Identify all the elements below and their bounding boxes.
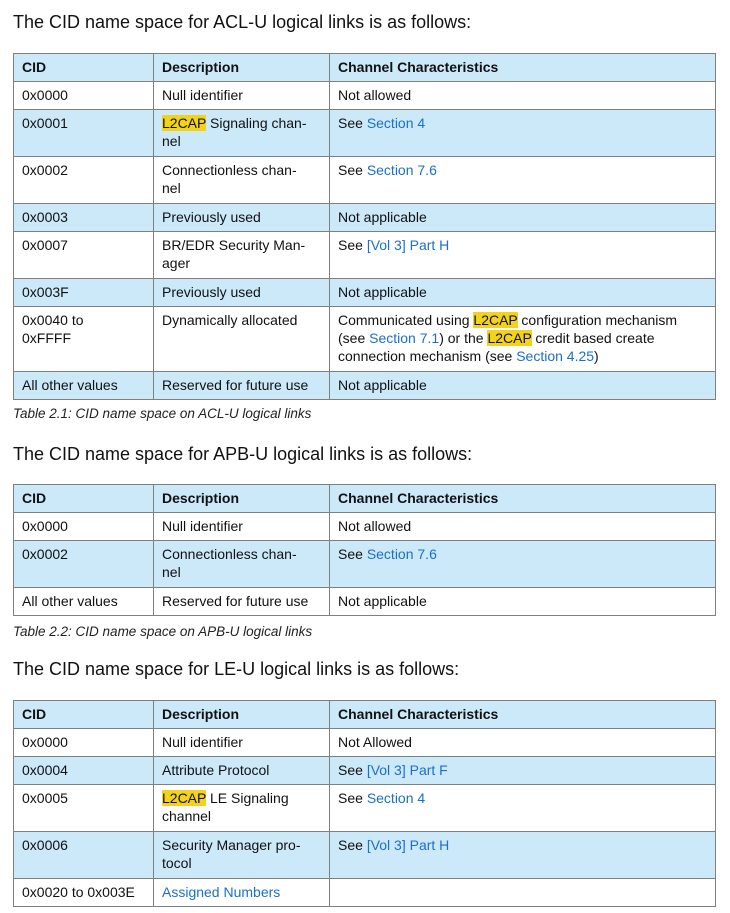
assigned-numbers-link[interactable]: Assigned Numbers <box>162 884 281 900</box>
header-description: Description <box>154 701 330 729</box>
header-cid: CID <box>14 54 154 82</box>
table-row <box>14 82 716 110</box>
cell-description: Reserved for future use <box>154 372 330 400</box>
channel-text: See <box>338 837 367 853</box>
table-row <box>14 279 716 307</box>
table-row <box>14 204 716 232</box>
le-intro: The CID name space for LE-U logical links is as follows: <box>13 659 460 679</box>
channel-text: Communicated using <box>338 312 474 328</box>
cell-channel <box>330 110 716 157</box>
table-row <box>14 785 716 832</box>
header-cid: CID <box>14 701 154 729</box>
cell-channel <box>330 757 716 785</box>
channel-text: See <box>338 546 367 562</box>
cell-cid: 0x0006 <box>14 832 154 879</box>
table-row <box>14 307 716 372</box>
channel-text: See <box>338 162 367 178</box>
header-channel: Channel Characteristics <box>330 485 716 513</box>
table-row <box>14 832 716 879</box>
cell-channel: Not applicable <box>330 372 716 400</box>
cell-description: Reserved for future use <box>154 588 330 616</box>
table-row <box>14 879 716 907</box>
table-row <box>14 588 716 616</box>
cell-channel <box>330 785 716 832</box>
cell-channel: Not allowed <box>330 513 716 541</box>
header-cid: CID <box>14 485 154 513</box>
cell-description: Connectionless chan- nel <box>154 157 330 204</box>
table-row <box>14 157 716 204</box>
cell-cid: 0x0000 <box>14 82 154 110</box>
table-row <box>14 729 716 757</box>
cell-description: Previously used <box>154 279 330 307</box>
header-description: Description <box>154 485 330 513</box>
cell-channel <box>330 232 716 279</box>
description-text: Signaling chan- nel <box>162 115 307 149</box>
cell-description: Null identifier <box>154 729 330 757</box>
channel-text: ) or the <box>439 330 488 346</box>
table-row <box>14 541 716 588</box>
cell-cid: 0x0005 <box>14 785 154 832</box>
cell-description: Previously used <box>154 204 330 232</box>
section-link[interactable]: Section 4.25 <box>516 348 595 364</box>
cell-cid: 0x0003 <box>14 204 154 232</box>
cell-cid: 0x0040 to 0xFFFF <box>14 307 154 372</box>
cell-channel <box>330 307 716 372</box>
l2cap-highlight: L2CAP <box>162 115 207 131</box>
apb-intro: The CID name space for APB-U logical links is as follows: <box>13 444 473 464</box>
l2cap-highlight: L2CAP <box>487 330 532 346</box>
apb-table-caption: Table 2.2: CID name space on APB-U logical links <box>13 624 313 639</box>
table-row <box>14 757 716 785</box>
vol3-part-h-link[interactable]: [Vol 3] Part H <box>366 837 450 853</box>
cell-channel: Not applicable <box>330 588 716 616</box>
description-text: LE Signaling channel <box>162 790 289 824</box>
cell-description: Security Manager pro- tocol <box>154 832 330 879</box>
cell-channel: Not Allowed <box>330 729 716 757</box>
table-row <box>14 513 716 541</box>
channel-text: credit based create connection mechanism (see <box>338 330 655 364</box>
cell-cid: 0x0002 <box>14 541 154 588</box>
table-header-row <box>14 701 716 729</box>
cell-channel: Not applicable <box>330 204 716 232</box>
acl-table-caption: Table 2.1: CID name space on ACL-U logical links <box>13 406 312 421</box>
channel-text: See <box>338 762 367 778</box>
cell-description: Null identifier <box>154 513 330 541</box>
cell-cid: 0x0020 to 0x003E <box>14 879 154 907</box>
section-link[interactable]: Section 7.1 <box>369 330 440 346</box>
channel-text: See <box>338 115 367 131</box>
table-header-row <box>14 485 716 513</box>
apb-cid-table <box>13 484 716 616</box>
cell-cid: All other values <box>14 372 154 400</box>
header-description: Description <box>154 54 330 82</box>
table-header-row <box>14 54 716 82</box>
cell-cid: 0x0007 <box>14 232 154 279</box>
cell-channel <box>330 832 716 879</box>
channel-text: See <box>338 790 367 806</box>
section-link[interactable]: Section 7.6 <box>366 162 437 178</box>
section-link[interactable]: Section 4 <box>366 790 426 806</box>
cell-channel <box>330 879 716 907</box>
vol3-part-h-link[interactable]: [Vol 3] Part H <box>366 237 450 253</box>
cell-cid: 0x0000 <box>14 513 154 541</box>
cell-description: Connectionless chan- nel <box>154 541 330 588</box>
cell-cid: 0x0001 <box>14 110 154 157</box>
channel-text: See <box>338 237 367 253</box>
cell-cid: 0x003F <box>14 279 154 307</box>
cell-description: Dynamically allocated <box>154 307 330 372</box>
header-channel: Channel Characteristics <box>330 54 716 82</box>
acl-cid-table <box>13 53 716 400</box>
acl-intro: The CID name space for ACL-U logical links is as follows: <box>13 12 472 32</box>
section-link[interactable]: Section 4 <box>366 115 426 131</box>
cell-cid: 0x0000 <box>14 729 154 757</box>
l2cap-highlight: L2CAP <box>473 312 518 328</box>
table-row <box>14 232 716 279</box>
cell-cid: 0x0002 <box>14 157 154 204</box>
channel-text: configuration mechanism (see <box>338 312 678 346</box>
cell-cid: All other values <box>14 588 154 616</box>
cell-channel: Not applicable <box>330 279 716 307</box>
header-channel: Channel Characteristics <box>330 701 716 729</box>
cell-description: Attribute Protocol <box>154 757 330 785</box>
cell-description: BR/EDR Security Man- ager <box>154 232 330 279</box>
table-row <box>14 110 716 157</box>
section-link[interactable]: Section 7.6 <box>366 546 437 562</box>
vol3-part-f-link[interactable]: [Vol 3] Part F <box>366 762 448 778</box>
l2cap-highlight: L2CAP <box>162 790 207 806</box>
cell-description <box>154 879 330 907</box>
channel-text: ) <box>594 348 599 364</box>
cell-description <box>154 785 330 832</box>
cell-channel <box>330 541 716 588</box>
cell-description: Null identifier <box>154 82 330 110</box>
cell-channel: Not allowed <box>330 82 716 110</box>
cell-channel <box>330 157 716 204</box>
cell-description <box>154 110 330 157</box>
cell-cid: 0x0004 <box>14 757 154 785</box>
le-cid-table <box>13 700 716 907</box>
table-row <box>14 372 716 400</box>
